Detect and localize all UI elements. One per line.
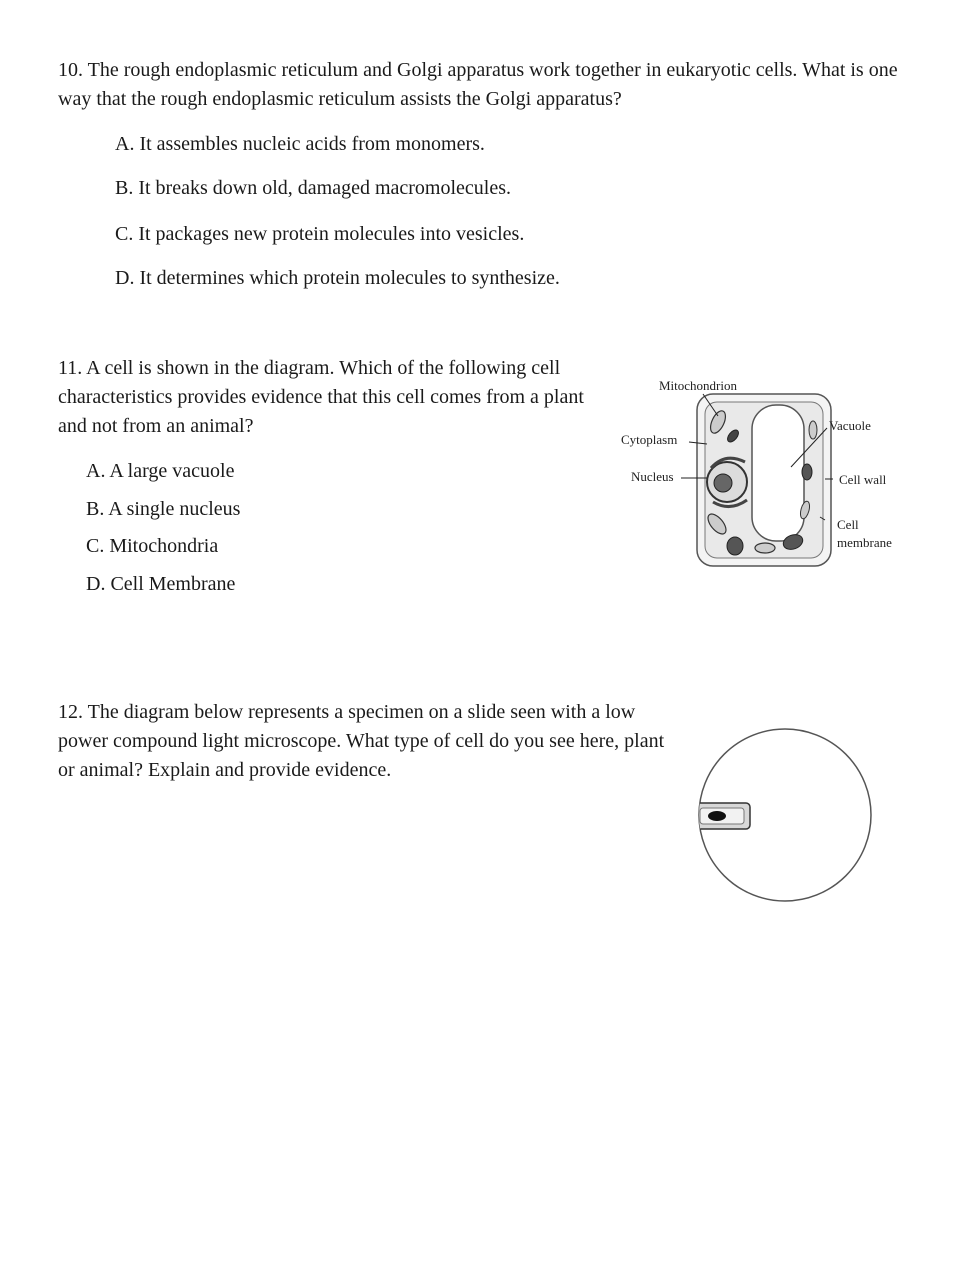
question-11-choice-c: C. Mitochondria (86, 535, 219, 557)
label-cell-membrane-line2: membrane (837, 535, 892, 550)
mitochondrion-shape (809, 421, 817, 439)
question-10-prompt: 10. The rough endoplasmic reticulum and Golgi apparatus work together in eukaryotic cells. What is one way that the rough endoplasmic reticulum assists the Golgi apparatus? (58, 59, 898, 110)
question-11-choice-a: A. A large vacuole (86, 460, 235, 482)
question-10-choice-c: C. It packages new protein molecules into vesicles. (115, 223, 525, 245)
question-11-choice-d: D. Cell Membrane (86, 573, 236, 595)
question-11-prompt: 11. A cell is shown in the diagram. Which of the following cell characteristics provides evidence that this cell comes from a plant and not from an animal? (58, 357, 584, 437)
label-cell-wall: Cell wall (839, 472, 887, 487)
mitochondrion-shape (755, 543, 775, 553)
question-10-choice-d: D. It determines which protein molecules to synthesize. (115, 267, 560, 289)
question-10 (58, 56, 928, 114)
question-11-choice-b: B. A single nucleus (86, 498, 241, 520)
label-nucleus: Nucleus (631, 469, 674, 484)
label-vacuole: Vacuole (829, 418, 871, 433)
nucleolus-shape (714, 474, 732, 492)
question-12 (58, 698, 678, 785)
vacuole-shape (752, 405, 804, 541)
chloroplast-shape (727, 537, 743, 555)
plant-cell-diagram (615, 372, 915, 577)
microscope-field-diagram (690, 715, 880, 915)
question-11 (58, 354, 603, 441)
specimen-nucleus (708, 811, 726, 821)
chloroplast-shape (802, 464, 812, 480)
question-10-choice-b: B. It breaks down old, damaged macromolecules. (115, 177, 511, 199)
specimen-cell (692, 803, 750, 829)
label-cell-membrane-line1: Cell (837, 517, 859, 532)
question-12-prompt: 12. The diagram below represents a specimen on a slide seen with a low power compound light microscope. What type of cell do you see here, plant or animal? Explain and provide evidence. (58, 701, 665, 781)
question-10-choice-a: A. It assembles nucleic acids from monomers. (115, 133, 485, 155)
label-mitochondrion: Mitochondrion (659, 378, 737, 393)
label-cytoplasm: Cytoplasm (621, 432, 678, 447)
